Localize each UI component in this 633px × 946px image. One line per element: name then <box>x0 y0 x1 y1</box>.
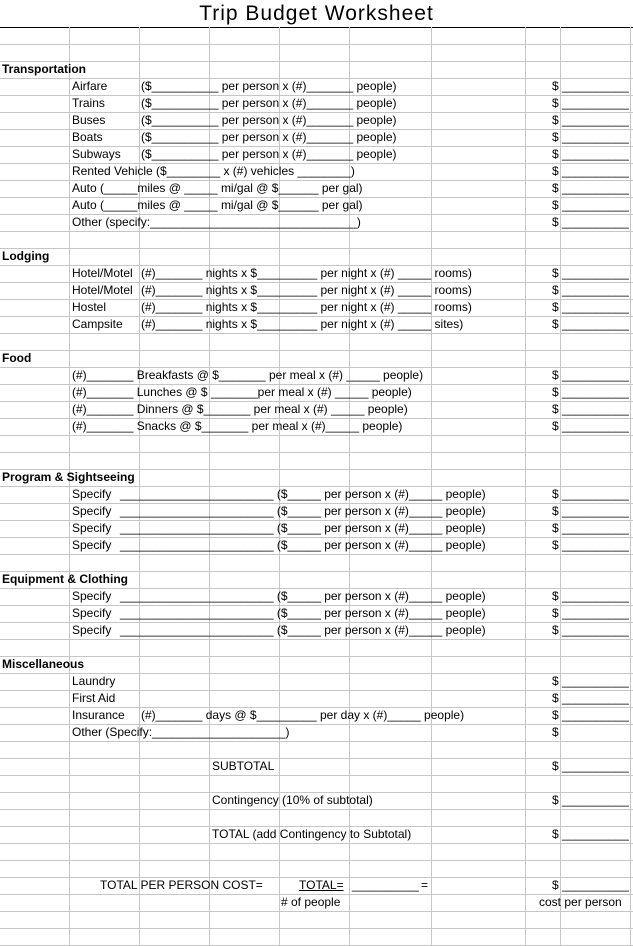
grid-row-line <box>0 452 633 453</box>
grid-row-line <box>0 350 633 351</box>
row-formula[interactable]: ($__________ per person x (#)_______ people) <box>141 130 397 144</box>
amount-field[interactable]: __________ <box>562 130 629 144</box>
dollar-sign: $ <box>552 521 559 535</box>
row-formula[interactable]: ($__________ per person x (#)_______ people) <box>141 96 397 110</box>
per-person-result-label: cost per person <box>539 895 622 909</box>
section-heading-transportation: Transportation <box>2 62 87 76</box>
grid-row-line <box>0 248 633 249</box>
row-label: Specify <box>72 589 112 603</box>
dollar-sign: $ <box>552 538 559 552</box>
row-formula[interactable]: _______________________ ($_____ per person x (#)_____ people) <box>120 623 486 637</box>
grid-row-line <box>0 809 633 810</box>
row-formula[interactable]: (#)_______ nights x $_________ per night x (#) _____ sites) <box>141 317 464 331</box>
section-heading-program-sightseeing: Program & Sightseeing <box>2 470 135 484</box>
grid-row-line <box>0 758 633 759</box>
dollar-sign: $ <box>552 368 559 382</box>
amount-field[interactable]: __________ <box>562 96 629 110</box>
row-formula[interactable]: _______________________ ($_____ per person x (#)_____ people) <box>120 504 486 518</box>
section-heading-equipment-clothing: Equipment & Clothing <box>2 572 128 586</box>
amount-field[interactable]: __________ <box>562 419 629 433</box>
amount-field[interactable]: __________ <box>562 300 629 314</box>
amount-field[interactable]: __________ <box>562 708 629 722</box>
grid-row-line <box>0 911 633 912</box>
dollar-sign: $ <box>552 402 559 416</box>
row-label[interactable]: Auto (_____miles @ _____ mi/gal @ $______ per gal) <box>72 198 363 212</box>
amount-field[interactable]: __________ <box>562 487 629 501</box>
amount-field[interactable]: __________ <box>562 181 629 195</box>
dollar-sign: $ <box>552 266 559 280</box>
row-label: Campsite <box>72 317 123 331</box>
row-formula[interactable]: (#)_______ Dinners @ $_______ per meal x (#) _____ people) <box>72 402 408 416</box>
grid-row-line <box>0 61 633 62</box>
dollar-sign: $ <box>552 419 559 433</box>
dollar-sign: $ <box>552 708 559 722</box>
amount-field[interactable]: __________ <box>562 385 629 399</box>
grid-row-line <box>0 639 633 640</box>
grid-row-line <box>0 333 633 334</box>
amount-field[interactable]: __________ <box>562 164 629 178</box>
grid-row-line <box>0 44 633 45</box>
grid-row-line <box>0 928 633 929</box>
row-label: Airfare <box>72 79 108 93</box>
row-label[interactable]: Other (Specify:____________________) <box>72 725 290 739</box>
row-label: Specify <box>72 504 112 518</box>
amount-field[interactable]: __________ <box>562 147 629 161</box>
amount-field[interactable]: __________ <box>562 368 629 382</box>
row-formula[interactable]: (#)_______ nights x $_________ per night x (#) _____ rooms) <box>141 300 472 314</box>
dollar-sign: $ <box>552 487 559 501</box>
dollar-sign: $ <box>552 606 559 620</box>
row-formula[interactable]: (#)_______ Breakfasts @ $_______ per meal x (#) _____ people) <box>72 368 424 382</box>
amount-field[interactable]: __________ <box>562 691 629 705</box>
section-heading-food: Food <box>2 351 32 365</box>
dollar-sign: $ <box>552 793 559 807</box>
row-label: Laundry <box>72 674 116 688</box>
row-formula[interactable]: ($__________ per person x (#)_______ people) <box>141 79 397 93</box>
row-formula[interactable]: _______________________ ($_____ per person x (#)_____ people) <box>120 521 486 535</box>
dollar-sign: $ <box>552 113 559 127</box>
row-formula[interactable]: _______________________ ($_____ per person x (#)_____ people) <box>120 606 486 620</box>
row-label[interactable]: Other (specify:_______________________________) <box>72 215 361 229</box>
dollar-sign: $ <box>552 79 559 93</box>
row-formula[interactable]: ($__________ per person x (#)_______ people) <box>141 147 397 161</box>
dollar-sign: $ <box>552 691 559 705</box>
row-label[interactable]: Auto (_____miles @ _____ mi/gal @ $______ per gal) <box>72 181 363 195</box>
row-label: Hostel <box>72 300 107 314</box>
dollar-sign: $ <box>552 181 559 195</box>
row-label: Hotel/Motel <box>72 266 133 280</box>
grid-row-line <box>0 435 633 436</box>
amount-field[interactable]: __________ <box>562 402 629 416</box>
amount-field[interactable]: __________ <box>562 538 629 552</box>
contingency-field[interactable]: __________ <box>562 793 629 807</box>
dollar-sign: $ <box>552 283 559 297</box>
per-person-label: TOTAL PER PERSON COST= <box>100 878 263 892</box>
row-label: First Aid <box>72 691 116 705</box>
total-label: TOTAL (add Contingency to Subtotal) <box>212 827 412 841</box>
subtotal-field[interactable]: __________ <box>562 759 629 773</box>
amount-field[interactable]: __________ <box>562 674 629 688</box>
dollar-sign: $ <box>552 164 559 178</box>
amount-field[interactable]: __________ <box>562 79 629 93</box>
row-formula[interactable]: (#)_______ days @ $_________ per day x (#)_____ people) <box>141 708 465 722</box>
per-person-equals: = <box>421 878 429 892</box>
row-formula[interactable]: (#)_______ nights x $_________ per night x (#) _____ rooms) <box>141 266 472 280</box>
dollar-sign: $ <box>552 317 559 331</box>
dollar-sign: $ <box>552 589 559 603</box>
row-label: Specify <box>72 521 112 535</box>
total-field[interactable]: __________ <box>562 827 629 841</box>
title-divider <box>0 27 633 28</box>
grid-row-line <box>0 656 633 657</box>
amount-field[interactable]: __________ <box>562 521 629 535</box>
dollar-sign: $ <box>552 623 559 637</box>
row-label: Hotel/Motel <box>72 283 133 297</box>
amount-field[interactable]: __________ <box>562 504 629 518</box>
row-formula[interactable]: _______________________ ($_____ per person x (#)_____ people) <box>120 589 486 603</box>
per-person-denominator: # of people <box>281 895 341 909</box>
section-heading-miscellaneous: Miscellaneous <box>2 657 85 671</box>
grid-row-line <box>0 860 633 861</box>
dollar-sign: $ <box>552 827 559 841</box>
amount-field[interactable]: __________ <box>562 113 629 127</box>
grid-row-line <box>0 775 633 776</box>
row-formula[interactable]: _______________________ ($_____ per person x (#)_____ people) <box>120 487 486 501</box>
dollar-sign: $ <box>552 878 559 892</box>
row-label: Specify <box>72 606 112 620</box>
grid-row-line <box>0 231 633 232</box>
row-label: Specify <box>72 623 112 637</box>
dollar-sign: $ <box>552 725 559 739</box>
grid-row-line <box>0 741 633 742</box>
row-label: Insurance <box>72 708 125 722</box>
dollar-sign: $ <box>552 759 559 773</box>
row-label: Subways <box>72 147 121 161</box>
amount-field[interactable]: __________ <box>562 623 629 637</box>
amount-field[interactable]: __________ <box>562 266 629 280</box>
dollar-sign: $ <box>552 130 559 144</box>
row-formula[interactable]: _______________________ ($_____ per person x (#)_____ people) <box>120 538 486 552</box>
dollar-sign: $ <box>552 96 559 110</box>
row-formula[interactable]: (#)_______ Lunches @ $ _______per meal x (#) _____ people) <box>72 385 412 399</box>
per-person-blank[interactable]: __________ <box>352 878 419 892</box>
row-label[interactable]: Rented Vehicle ($________ x (#) vehicles ________) <box>72 164 355 178</box>
row-label: Buses <box>72 113 106 127</box>
dollar-sign: $ <box>552 198 559 212</box>
amount-field[interactable]: __________ <box>562 283 629 297</box>
row-label: Trains <box>72 96 105 110</box>
row-formula[interactable]: ($__________ per person x (#)_______ people) <box>141 113 397 127</box>
per-person-result-field[interactable]: __________ <box>562 878 629 892</box>
section-heading-lodging: Lodging <box>2 249 50 263</box>
grid-row-line <box>0 843 633 844</box>
dollar-sign: $ <box>552 674 559 688</box>
amount-field[interactable]: __________ <box>562 317 629 331</box>
per-person-numerator: TOTAL= <box>299 878 344 892</box>
amount-field[interactable]: __________ <box>562 606 629 620</box>
amount-field[interactable]: __________ <box>562 198 629 212</box>
subtotal-label: SUBTOTAL <box>212 759 275 773</box>
amount-field[interactable]: __________ <box>562 215 629 229</box>
row-label: Boats <box>72 130 103 144</box>
dollar-sign: $ <box>552 147 559 161</box>
row-label: Specify <box>72 538 112 552</box>
row-formula[interactable]: (#)_______ Snacks @ $_______ per meal x (#)_____ people) <box>72 419 403 433</box>
dollar-sign: $ <box>552 300 559 314</box>
grid-row-line <box>0 554 633 555</box>
row-label: Specify <box>72 487 112 501</box>
dollar-sign: $ <box>552 215 559 229</box>
dollar-sign: $ <box>552 385 559 399</box>
amount-field[interactable]: __________ <box>562 589 629 603</box>
row-formula[interactable]: (#)_______ nights x $_________ per night x (#) _____ rooms) <box>141 283 472 297</box>
dollar-sign: $ <box>552 504 559 518</box>
worksheet-title: Trip Budget Worksheet <box>199 2 434 25</box>
contingency-label: Contingency (10% of subtotal) <box>212 793 373 807</box>
